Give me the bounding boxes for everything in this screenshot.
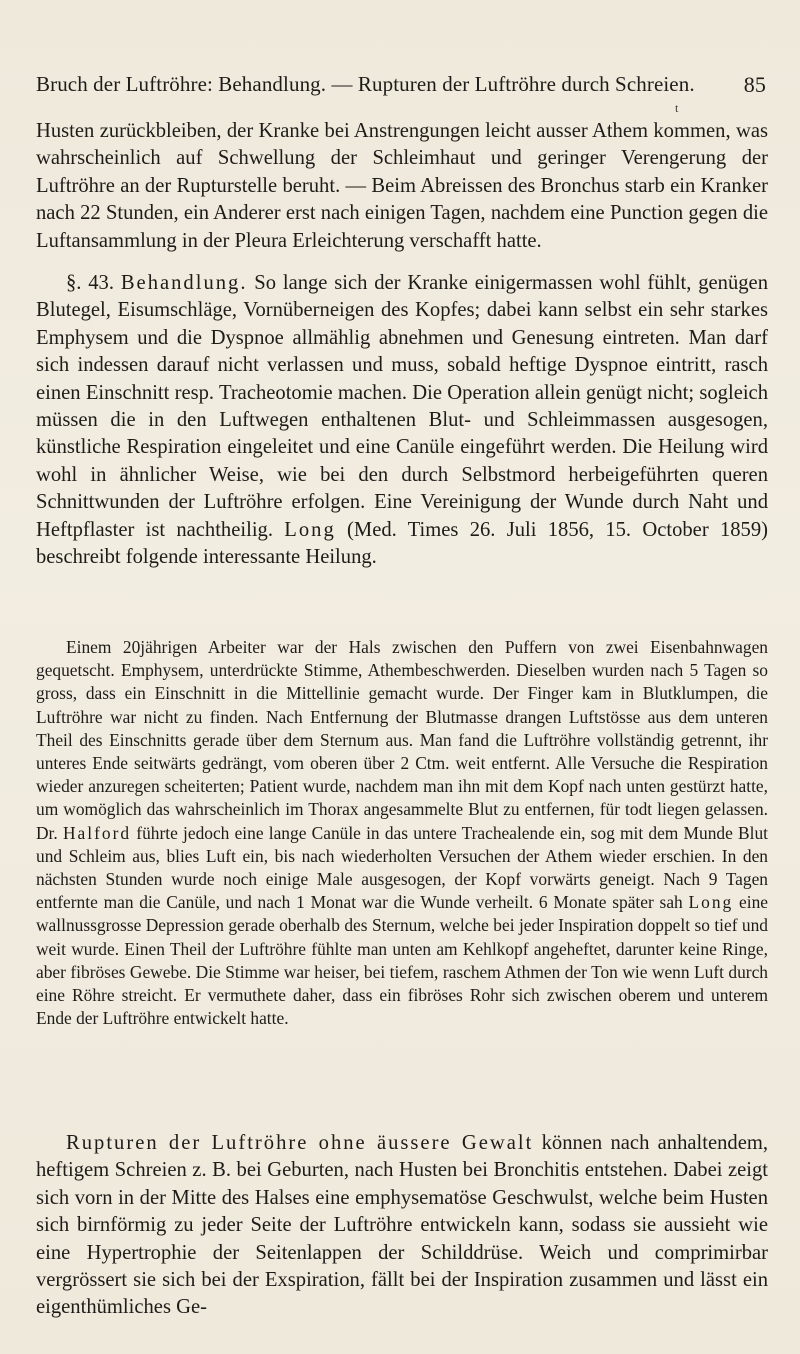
- author-name: Long: [284, 518, 336, 541]
- stray-mark: t: [675, 101, 679, 115]
- physician-name: Halford: [62, 822, 132, 843]
- rupture-body: können nach anhaltendem, heftigem Schreien z. B. bei Geburten, nach Husten bei Bronchitis entstehen. Dabei zeigt sich vorn in der Mitte des Halses eine emphysematöse Geschwulst, welche beim Husten sich birnförmig zu jeder Seite der Luftröhre entwickeln kann, sodass sie aussieht wie eine Hypertrophie der Seitenlappen der Schilddrüse. Weich und comprimirbar vergrössert sie sich bei der Exspiration, fällt bei der Inspiration zusammen und lässt ein eigenthümliches Ge-: [36, 1132, 768, 1319]
- paragraph-4: [36, 1130, 768, 1322]
- section-43: [36, 270, 768, 571]
- paragraph-1: Husten zurückbleiben, der Kranke bei Anstrengungen leicht ausser Athem kommen, was wahrscheinlich auf Schwellung der Schleimhaut und geringer Verengerung der Luftröhre an der Rupturstelle beruht. — Beim Abreissen des Bronchus starb ein Kranker nach 22 Stunden, ein Anderer erst nach einigen Tagen, nachdem eine Punction gegen die Luftansammlung in der Pleura Erleichterung verschafft hatte.: [36, 120, 768, 252]
- paragraph-continuation: [36, 118, 768, 255]
- running-head: [36, 72, 766, 102]
- paragraph-3: [36, 636, 768, 1030]
- page-number: 85: [743, 72, 766, 97]
- rupture-section: [36, 1130, 768, 1322]
- case-text-3: eine wallnussgrosse Depression gerade oberhalb des Sternum, welche bei jeder Inspiration doppelt so tief und weit wurde. Einen Theil der Luftröhre fühlte man unten am Kehlkopf angeheftet, darunter keine Ringe, aber fibröses Gewebe. Die Stimme war heiser, bei tiefem, raschem Athmen der Ton wie wenn Luft durch eine Röhre streicht. Er vermuthete daher, dass ein fibröses Rohr sich zwischen oberem und unterem Ende der Luftröhre entwickelt hatte.: [36, 892, 768, 1029]
- case-report: [36, 636, 768, 1030]
- running-head-title: Bruch der Luftröhre: Behandlung. — Rupturen der Luftröhre durch Schreien.: [36, 72, 695, 96]
- case-text-2: führte jedoch eine lange Canüle in das untere Trachealende ein, sog mit dem Munde Blut und Schleim aus, blies Luft ein, bis nach wiederholten Versuchen der Athem wieder erschien. In den nächsten Stunden wurde noch einige Male ausgesogen, der Kopf vorwärts geneigt. Nach 9 Tagen entfernte man die Canüle, und nach 1 Monat war die Wunde verheilt. 6 Monate später sah: [36, 822, 768, 913]
- rupture-heading: Rupturen der Luftröhre ohne äussere Gewalt: [66, 1132, 534, 1154]
- section-heading: Behandlung.: [120, 272, 248, 294]
- section-number: §. 43.: [66, 272, 114, 294]
- paragraph-2: [36, 270, 768, 571]
- author-name-2: Long: [688, 892, 734, 913]
- section-body: So lange sich der Kranke einigermassen wohl fühlt, genügen Blutegel, Eisumschläge, Vornüberneigen des Kopfes; dabei kann selbst ein sehr starkes Emphysem und die Dyspnoe allmählig abnehmen und Genesung eintreten. Man darf sich indessen darauf nicht verlassen und muss, sobald heftige Dyspnoe eintritt, rasch einen Einschnitt resp. Tracheotomie machen. Die Operation allein genügt nicht; sogleich müssen die in den Luftwegen enthaltenen Blut- und Schleimmassen ausgesogen, künstliche Respiration eingeleitet und eine Canüle eingeführt werden. Die Heilung wird wohl in ähnlicher Weise, wie bei den durch Selbstmord herbeigeführten queren Schnittwunden der Luftröhre erfolgen. Eine Vereinigung der Wunde durch Naht und Heftpflaster ist nachtheilig.: [36, 272, 768, 541]
- case-text-1: Einem 20jährigen Arbeiter war der Hals zwischen den Puffern von zwei Eisenbahnwagen gequetscht. Emphysem, unterdrückte Stimme, Athembeschwerden. Dieselben wurden nach 5 Tagen so gross, dass ein Einschnitt in die Mittellinie gemacht wurde. Der Finger kam in Blutklumpen, die Luftröhre war nicht zu finden. Nach Entfernung der Blutmasse drangen Luftstösse aus dem unteren Theil des Einschnitts gerade über dem Sternum aus. Man fand die Luftröhre vollständig getrennt, ihr unteres Ende seitwärts gedrängt, vom oberen über 2 Ctm. weit entfernt. Alle Versuche die Respiration wieder anzuregen scheiterten; Patient wurde, nachdem man ihn mit dem Kopf nach unten gestürzt hatte, um womöglich das wahrscheinlich im Thorax angesammelte Blut zu entfernen, für todt liegen gelassen. Dr.: [36, 637, 768, 843]
- citation: (Med. Times 26. Juli 1856, 15. October 1859) beschreibt folgende interessante Heilung.: [36, 518, 768, 569]
